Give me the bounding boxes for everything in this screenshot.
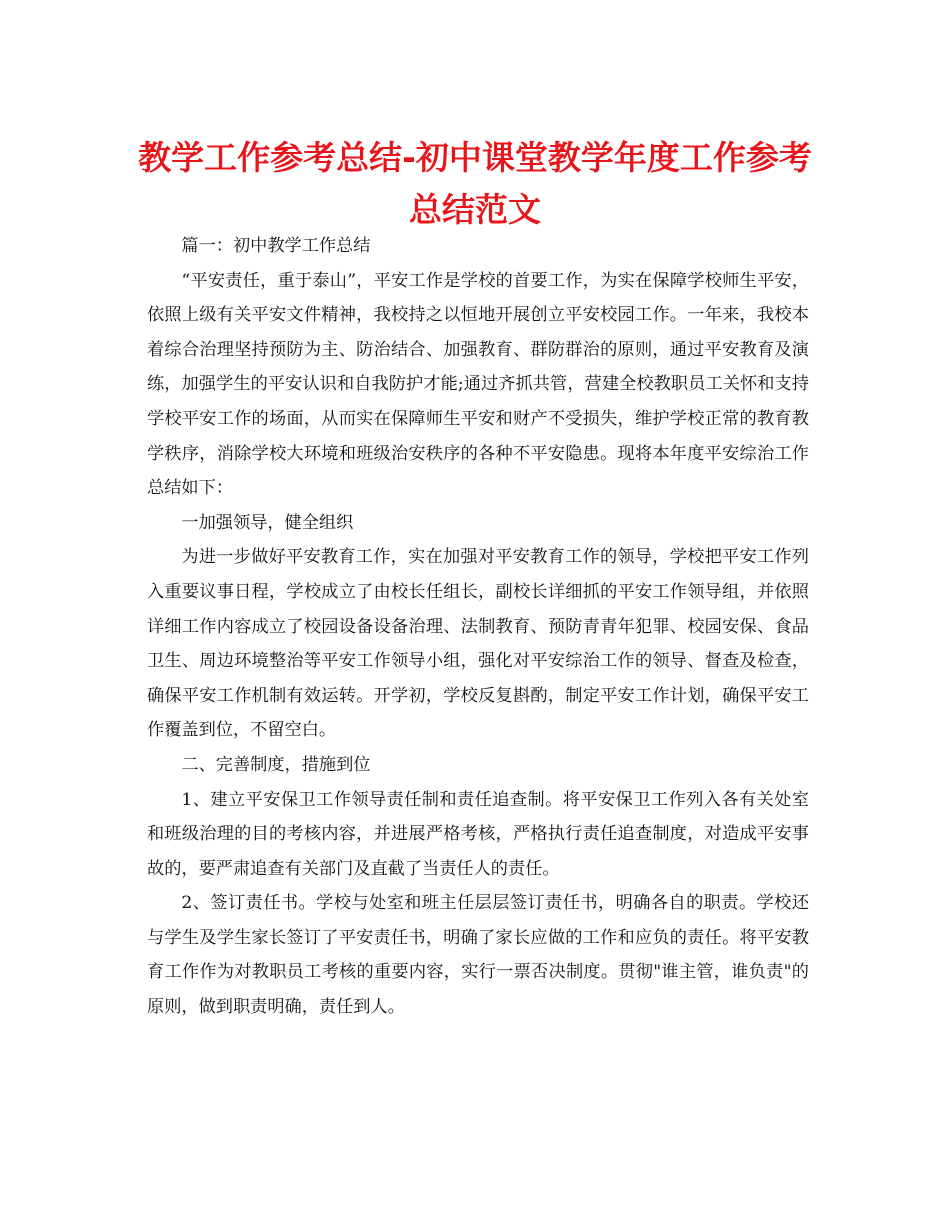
- paragraph-intro: “平安责任，重于泰山”，平安工作是学校的首要工作，为实在保障学校师生平安，依照上级有关平安文件精神，我校持之以恒地开展创立平安校园工作。一年来，我校本着综合治理坚持预防为主、防治结合、加强教育、群防群治的原则，通过平安教育及演练，加强学生的平安认识和自我防护才能;通过齐抓共管，营建全校教职员工关怀和支持学校平安工作的场面，从而实在保障师生平安和财产不受损失，维护学校正常的教育教学秩序，消除学校大环境和班级治安秩序的各种不平安隐患。现将本年度平安综治工作总结如下：: [147, 270, 809, 499]
- section-heading-part-one: 篇一：初中教学工作总结: [181, 236, 371, 256]
- paragraph-item-1: 1、建立平安保卫工作领导责任制和责任追查制。将平安保卫工作列入各有关处室和班级治理的目的考核内容，并进展严格考核，严格执行责任追查制度，对造成平安事故的，要严肃追查有关部门及直截了当责任人的责任。: [147, 789, 809, 879]
- document-title: [100, 132, 850, 236]
- section-heading-leadership: 一加强领导，健全组织: [181, 512, 354, 533]
- title-line-2: 总结范文: [409, 190, 541, 229]
- paragraph-item-2: 2、签订责任书。学校与处室和班主任层层签订责任书，明确各自的职责。学校还与学生及学生家长签订了平安责任书，明确了家长应做的工作和应负的责任。将平安教育工作作为对教职员工考核的重要内容，实行一票否决制度。贯彻"谁主管，谁负责"的原则，做到职责明确，责任到人。: [147, 893, 809, 1018]
- title-line-1: 教学工作参考总结-初中课堂教学年度工作参考: [138, 138, 812, 177]
- document-body: [147, 229, 809, 1025]
- section-heading-system: 二、完善制度，措施到位: [181, 754, 371, 775]
- paragraph-leadership: 为进一步做好平安教育工作，实在加强对平安教育工作的领导，学校把平安工作列入重要议事日程，学校成立了由校长任组长，副校长详细抓的平安工作领导组，并依照详细工作内容成立了校园设备设备治理、法制教育、预防青青年犯罪、校园安保、食品卫生、周边环境整治等平安工作领导小组，强化对平安综治工作的领导、督查及检查，确保平安工作机制有效运转。开学初，学校反复斟酌，制定平安工作计划，确保平安工作覆盖到位，不留空白。: [147, 547, 809, 741]
